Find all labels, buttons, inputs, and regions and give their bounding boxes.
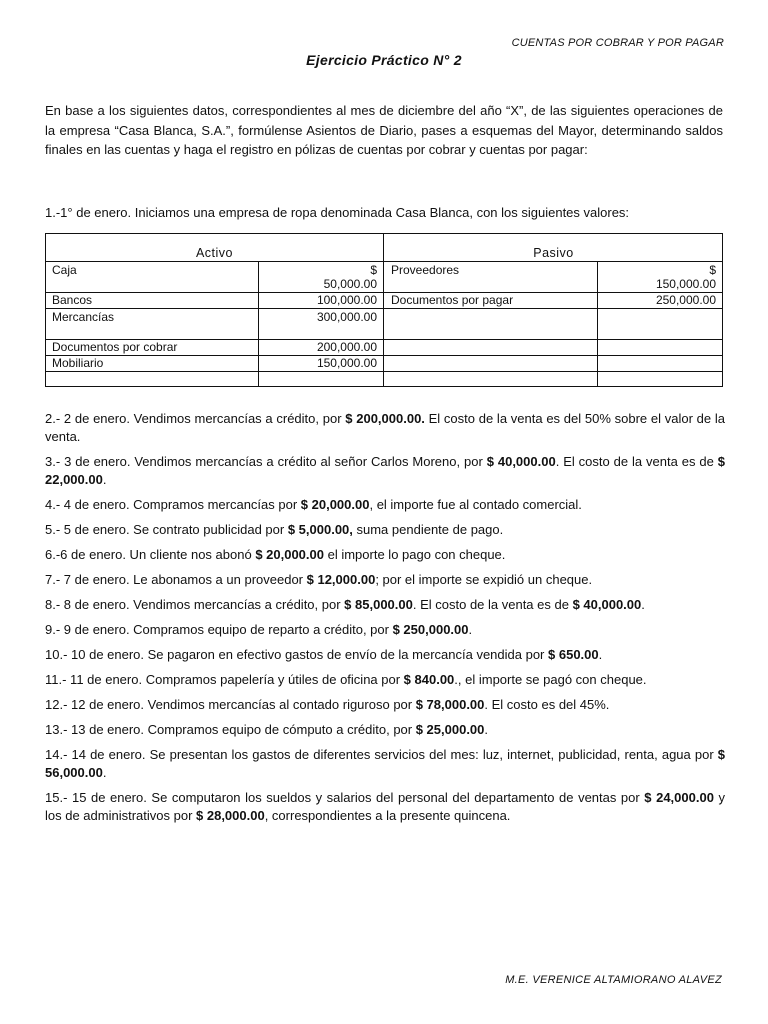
activo-label: Caja: [52, 263, 77, 277]
pasivo-header: Pasivo: [533, 246, 574, 260]
activo-label: Mobiliario: [52, 356, 104, 370]
activo-header: Activo: [195, 246, 234, 260]
activo-amount: 200,000.00: [316, 340, 377, 354]
activo-label: Documentos por cobrar: [52, 340, 178, 354]
operation-amount: $ 12,000.00: [306, 572, 376, 587]
operation-item: [45, 696, 725, 714]
operation-text: el importe lo pago con cheque.: [324, 547, 506, 562]
operation-text: .: [102, 765, 107, 780]
operation-item: [45, 410, 725, 446]
operation-text: . El costo es del 45%.: [484, 697, 610, 712]
operation-text: .: [468, 622, 473, 637]
activo-amount: 150,000.00: [316, 356, 377, 370]
intro-paragraph: En base a los siguientes datos, correspondientes al mes de diciembre del año “X”, de las siguientes operaciones de la empresa “Casa Blanca, S.A.”, formúlense Asientos de Diario, pases a esquemas del Mayor, determinando saldos finales en las cuentas y haga el registro en pólizas de cuentas por cobrar y cuentas por pagar:: [45, 103, 723, 157]
operation-item: [45, 621, 725, 639]
operation-text: 4.- 4 de enero. Compramos mercancías por: [45, 497, 301, 512]
operation-item: [45, 789, 725, 825]
operation-text: .: [102, 472, 107, 487]
operation-text: El costo de la venta es del 50% sobre el valor de la venta.: [45, 411, 725, 444]
operation-amount: $ 650.00: [548, 647, 599, 662]
operation-text: 7.- 7 de enero. Le abonamos a un proveedor: [45, 572, 307, 587]
pasivo-label: Proveedores: [391, 263, 460, 277]
operation-text: .: [484, 722, 489, 737]
operation-item: [45, 546, 725, 564]
operation-text: 14.- 14 de enero. Se presentan los gastos de diferentes servicios del mes: luz, internet, publicidad, renta, agua por: [45, 747, 718, 762]
operation-amount: $ 28,000.00: [196, 808, 265, 823]
operation-amount: $ 40,000.00: [486, 454, 556, 469]
activo-amount: 100,000.00: [316, 293, 377, 307]
activo-label: Mercancías: [52, 310, 115, 324]
operation-amount: $ 22,000.00: [45, 454, 725, 487]
operation-text: 6.-6 de enero. Un cliente nos abonó: [45, 547, 256, 562]
pasivo-label: Documentos por pagar: [391, 293, 514, 307]
currency-symbol: $: [370, 263, 377, 277]
activo-amount: 50,000.00: [323, 277, 377, 291]
operation-text: y los de administrativos por: [45, 790, 725, 823]
operation-text: , correspondientes a la presente quincena.: [264, 808, 511, 823]
operation-amount: $ 85,000.00: [344, 597, 413, 612]
operation-text: , el importe fue al contado comercial.: [369, 497, 582, 512]
operation-amount: $ 25,000.00: [415, 722, 485, 737]
operation-amount: $ 250,000.00: [392, 622, 469, 637]
operation-text: 15.- 15 de enero. Se computaron los sueldos y salarios del personal del departamento de ventas por: [45, 790, 645, 805]
operation-item: [45, 721, 725, 739]
operation-text: . El costo de la venta es de: [412, 597, 573, 612]
activo-amount: 300,000.00: [316, 310, 377, 324]
operation-text: . El costo de la venta es de: [555, 454, 718, 469]
operation-text: 8.- 8 de enero. Vendimos mercancías a crédito, por: [45, 597, 345, 612]
operation-amount: $ 78,000.00: [415, 697, 485, 712]
operation-item: [45, 521, 725, 539]
operation-text: 11.- 11 de enero. Compramos papelería y útiles de oficina por: [45, 672, 404, 687]
operation-1-text: 1.-1° de enero. Iniciamos una empresa de ropa denominada Casa Blanca, con los siguientes valores:: [45, 205, 630, 220]
pasivo-amount: 150,000.00: [655, 277, 716, 291]
operation-text: 3.- 3 de enero. Vendimos mercancías a crédito al señor Carlos Moreno, por: [45, 454, 487, 469]
operation-text: suma pendiente de pago.: [352, 522, 504, 537]
operation-item: [45, 646, 725, 664]
operation-text: 5.- 5 de enero. Se contrato publicidad por: [45, 522, 288, 537]
operation-text: .: [598, 647, 603, 662]
operation-text: 10.- 10 de enero. Se pagaron en efectivo gastos de envío de la mercancía vendida por: [45, 647, 549, 662]
activo-label: Bancos: [52, 293, 93, 307]
operation-amount: $ 200,000.00.: [345, 411, 425, 426]
operation-item: [45, 746, 725, 782]
operation-text: ; por el importe se expidió un cheque.: [375, 572, 593, 587]
operation-item: [45, 496, 725, 514]
operation-text: 2.- 2 de enero. Vendimos mercancías a crédito, por: [45, 411, 346, 426]
footer-signature: M.E. VERENICE ALTAMIORANO ALAVEZ: [505, 974, 722, 986]
operation-amount: $ 56,000.00: [45, 747, 725, 780]
operation-item: [45, 571, 725, 589]
operation-amount: $ 840.00: [403, 672, 455, 687]
currency-symbol: $: [709, 263, 716, 277]
operation-amount: $ 5,000.00,: [287, 522, 353, 537]
operation-text: 12.- 12 de enero. Vendimos mercancías al contado riguroso por: [45, 697, 416, 712]
operation-text: 9.- 9 de enero. Compramos equipo de reparto a crédito, por: [45, 622, 393, 637]
exercise-title: Ejercicio Práctico N° 2: [306, 52, 462, 68]
operation-amount: $ 40,000.00: [572, 597, 642, 612]
header-note: CUENTAS POR COBRAR Y POR PAGAR: [511, 37, 724, 49]
operation-item: [45, 671, 725, 689]
opening-balance-table: [45, 233, 723, 387]
operation-text: 13.- 13 de enero. Compramos equipo de cómputo a crédito, por: [45, 722, 416, 737]
operations-list: [45, 410, 725, 832]
operation-item: [45, 596, 725, 614]
operation-item: [45, 453, 725, 489]
operation-amount: $ 20,000.00: [300, 497, 370, 512]
operation-text: .: [641, 597, 645, 612]
operation-amount: $ 20,000.00: [255, 547, 324, 562]
pasivo-amount: 250,000.00: [655, 293, 716, 307]
operation-amount: $ 24,000.00: [644, 790, 714, 805]
operation-text: ., el importe se pagó con cheque.: [454, 672, 647, 687]
